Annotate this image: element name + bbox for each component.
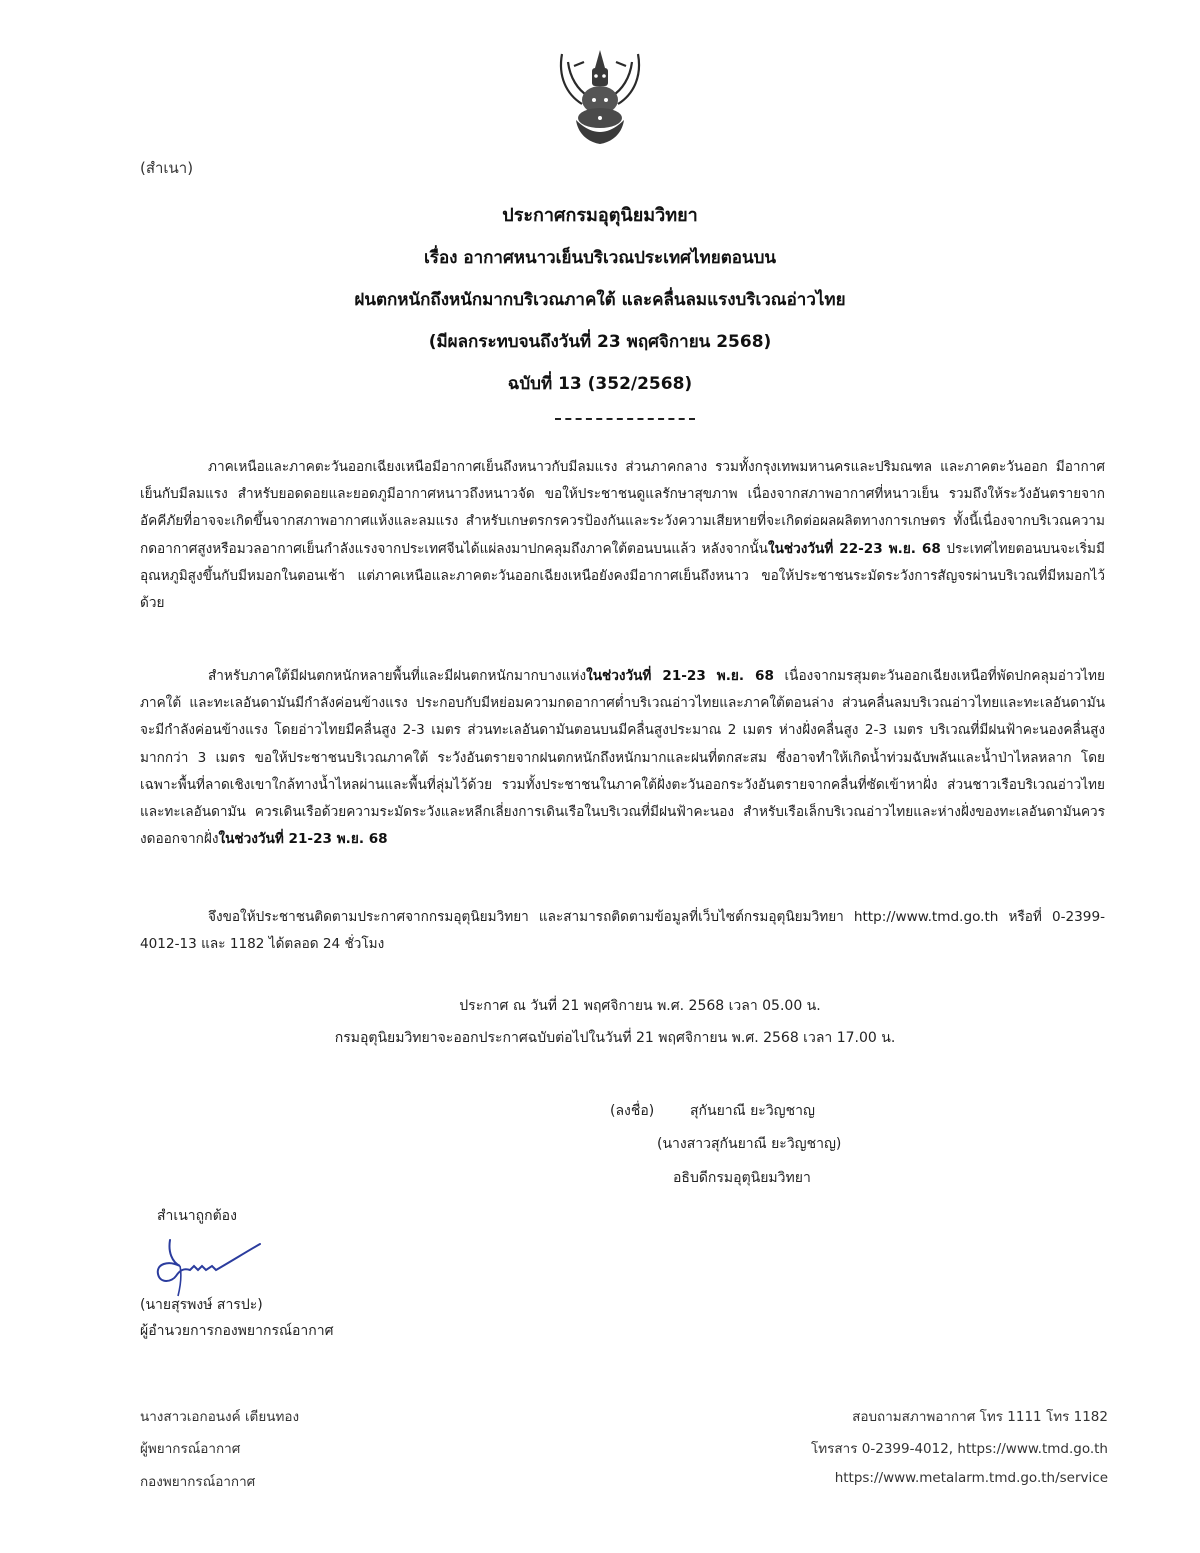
document-subject: เรื่อง อากาศหนาวเย็นบริเวณประเทศไทยตอนบน <box>424 248 776 268</box>
signed-label: (ลงชื่อ) <box>610 1103 655 1119</box>
date-range-highlight: ในช่วงวันที่ 21-23 พ.ย. 68 <box>586 668 774 684</box>
signatory-name: สุกันยาณี ยะวิญชาญ <box>690 1103 815 1119</box>
effective-date: (มีผลกระทบจนถึงวันที่ 23 พฤศจิกายน 2568) <box>428 332 772 352</box>
certifier-name: (นายสุรพงษ์ สารปะ) <box>140 1297 263 1313</box>
forecaster-name: นางสาวเอกอนงค์ เตียนทอง <box>140 1409 300 1425</box>
issue-number: ฉบับที่ 13 (352/2568) <box>507 374 693 394</box>
next-issue-notice: กรมอุตุนิยมวิทยาจะออกประกาศฉบับต่อไปในวันที่ 21 พฤศจิกายน พ.ศ. 2568 เวลา 17.00 น. <box>334 1030 896 1046</box>
date-range-highlight: ในช่วงวันที่ 22-23 พ.ย. 68 <box>767 540 941 557</box>
paragraph-text: สำหรับภาคใต้มีฝนตกหนักหลายพื้นที่และมีฝนตกหนักมากบางแห่ง <box>208 668 587 684</box>
copy-mark: (สำเนา) <box>140 159 194 177</box>
certified-copy-label: สำเนาถูกต้อง <box>157 1208 237 1224</box>
forecaster-division: กองพยากรณ์อากาศ <box>140 1474 256 1490</box>
title-divider <box>555 418 695 420</box>
paragraph-text: ประเทศไทยตอนบนจะเริ่มมีอุณหภูมิสูงขึ้นกับมีหมอกในตอนเช้า แต่ภาคเหนือและภาคตะวันออกเฉียงเหนือยังคงมีอากาศเย็นถึงหนาว ขอให้ประชาชนระมัดระวังการสัญจรผ่านบริเวณที่มีหมอกไว้ด้วย <box>140 540 1105 612</box>
forecaster-position: ผู้พยากรณ์อากาศ <box>140 1441 241 1457</box>
paragraph-text: เนื่องจากมรสุมตะวันออกเฉียงเหนือที่พัดปกคลุมอ่าวไทย ภาคใต้ และทะเลอันดามันมีกำลังค่อนข้างแรง ประกอบกับมีหย่อมความกดอากาศต่ำบริเวณอ่าวไทยและภาคใต้ตอนล่าง ส่วนคลื่นลมบริเวณอ่าวไทยและทะเลอันดามันจะมีกำลังค่อนข้างแรง โดยอ่าวไทยมีคลื่นสูง 2-3 เมตร ส่วนทะเลอันดามันตอนบนมีคลื่นสูงประมาณ 2 เมตร ห่างฝั่งคลื่นสูง 2-3 เมตร บริเวณที่มีฝนฟ้าคะนองคลื่นสูงมากกว่า 3 เมตร ขอให้ประชาชนบริเวณภาคใต้ ระวังอันตรายจากฝนตกหนักถึงหนักมากและฝนที่ตกสะสม ซึ่งอาจทำให้เกิดน้ำท่วมฉับพลันและน้ำป่าไหลหลาก โดยเฉพาะพื้นที่ลาดเชิงเขาใกล้ทางน้ำไหลผ่านและพื้นที่ลุ่มไว้ด้วย รวมทั้งประชาชนในภาคใต้ฝั่งตะวันออกระวังอันตรายจากคลื่นที่ซัดเข้าหาฝั่ง ส่วนชาวเรือบริเวณอ่าวไทยและทะเลอันดามัน ควรเดินเรือด้วยความระมัดระวังและหลีกเลี่ยงการเดินเรือในบริเวณที่มีฝนฟ้าคะนอง สำหรับเรือเล็กบริเวณอ่าวไทยและห่างฝั่งของทะเลอันดามันควรงดออกจากฝั่ง <box>140 668 1105 848</box>
metalarm-link[interactable]: https://www.metalarm.tmd.go.th/service <box>834 1470 1108 1486</box>
weather-hotline: สอบถามสภาพอากาศ โทร 1111 โทร 1182 <box>852 1409 1108 1425</box>
paragraph-cold-weather <box>140 454 1105 617</box>
paragraph-follow-updates: จึงขอให้ประชาชนติดตามประกาศจากกรมอุตุนิยมวิทยา และสามารถติดตามข้อมูลที่เว็บไซต์กรมอุตุนิยมวิทยา http://www.tmd.go.th หรือที่ 0-2399-4012-13 และ 1182 ได้ตลอด 24 ชั่วโมง <box>140 909 1105 953</box>
document-subject-line2: ฝนตกหนักถึงหนักมากบริเวณภาคใต้ และคลื่นลมแรงบริเวณอ่าวไทย <box>354 290 846 310</box>
signatory-position: อธิบดีกรมอุตุนิยมวิทยา <box>673 1170 811 1186</box>
handwritten-signature-icon <box>150 1232 270 1297</box>
paragraph-southern-rain <box>140 663 1105 853</box>
garuda-emblem-icon <box>548 48 652 148</box>
document-title: ประกาศกรมอุตุนิยมวิทยา <box>502 205 698 226</box>
fax-website: โทรสาร 0-2399-4012, https://www.tmd.go.th <box>811 1441 1108 1457</box>
paragraph-text: ภาคเหนือและภาคตะวันออกเฉียงเหนือมีอากาศเย็นถึงหนาวกับมีลมแรง ส่วนภาคกลาง รวมทั้งกรุงเทพมหานครและปริมณฑล และภาคตะวันออก มีอากาศเย็นกับมีลมแรง สำหรับยอดดอยและยอดภูมีอากาศหนาวถึงหนาวจัด ขอให้ประชาชนดูแลรักษาสุขภาพ เนื่องจากสภาพอากาศที่หนาวเย็น รวมถึงให้ระวังอันตรายจากอัคคีภัยที่อาจจะเกิดขึ้นจากสภาพอากาศแห้งและลมแรง สำหรับเกษตรกรควรป้องกันและระวังความเสียหายที่จะเกิดต่อผลผลิตทางการเกษตร ทั้งนี้เนื่องจากบริเวณความกดอากาศสูงหรือมวลอากาศเย็นกำลังแรงจากประเทศจีนได้แผ่ลงมาปกคลุมถึงภาคใต้ตอนบนแล้ว หลังจากนั้น <box>140 459 1105 557</box>
issued-date: ประกาศ ณ วันที่ 21 พฤศจิกายน พ.ศ. 2568 เวลา 05.00 น. <box>459 998 821 1014</box>
signatory-full-name: (นางสาวสุกันยาณี ยะวิญชาญ) <box>657 1136 842 1152</box>
certifier-position: ผู้อำนวยการกองพยากรณ์อากาศ <box>140 1323 334 1339</box>
date-range-highlight: ในช่วงวันที่ 21-23 พ.ย. 68 <box>218 831 388 848</box>
